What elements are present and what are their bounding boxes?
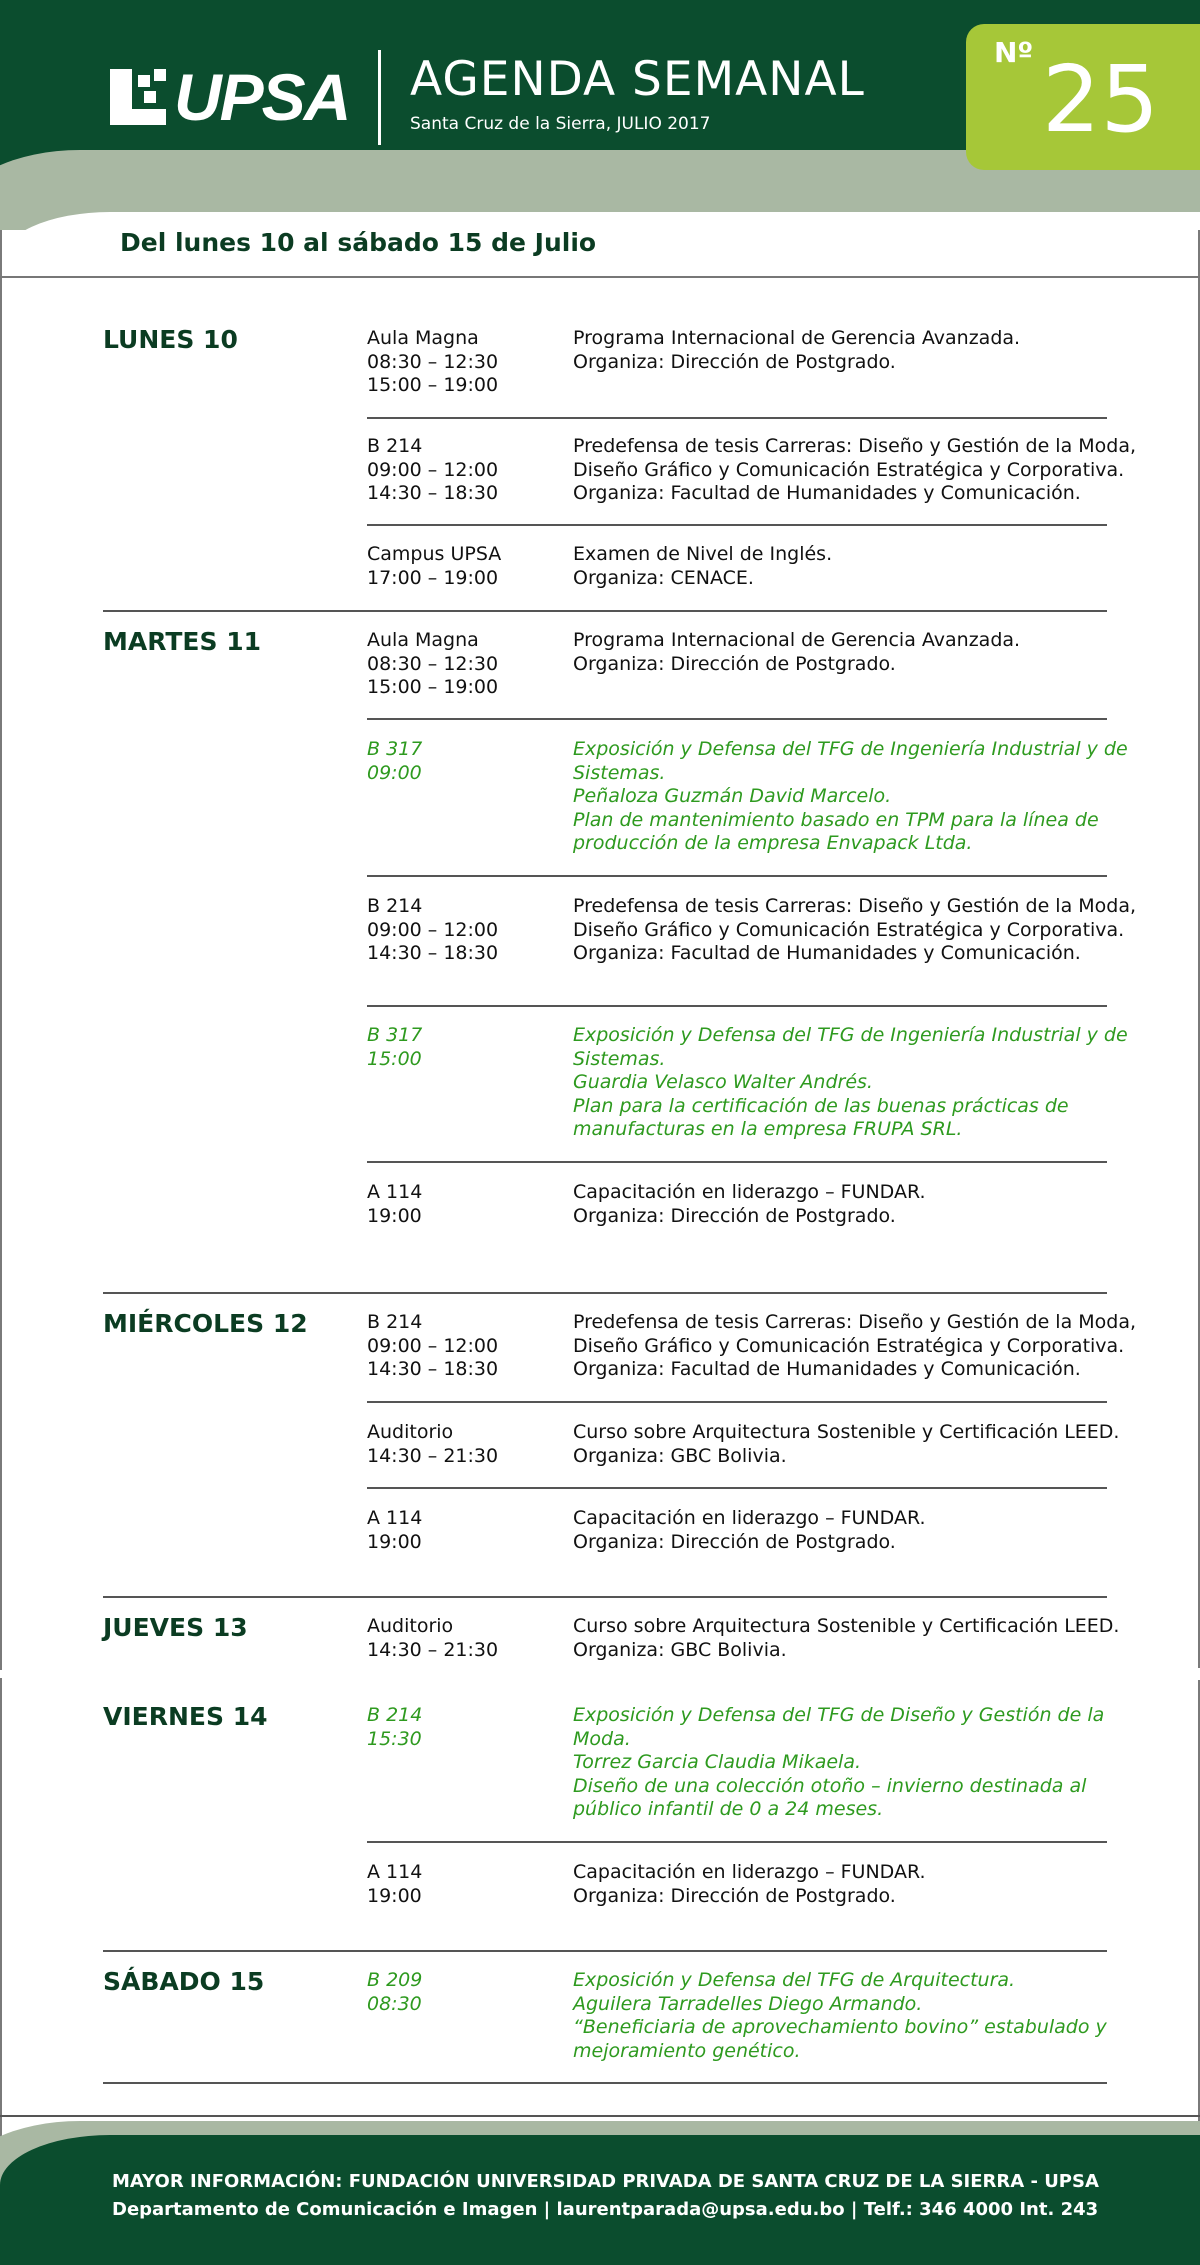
upsa-logo (110, 62, 349, 132)
date-range-divider (0, 276, 1200, 278)
day-title-friday: VIERNES 14 (103, 1702, 268, 1731)
page-title: AGENDA SEMANAL (410, 52, 865, 107)
page-subtitle: Santa Cruz de la Sierra, JULIO 2017 (410, 114, 711, 134)
day-title-tuesday: MARTES 11 (103, 627, 261, 656)
event-divider (367, 718, 1107, 720)
event-description: Programa Internacional de Gerencia Avanzada. Organiza: Dirección de Postgrado. (573, 327, 1021, 373)
event-description: Exposición y Defensa del TFG de Ingeniería Industrial y de Sistemas. Peñaloza Guzmán David Marcelo. Plan de mantenimiento basado en TPM para la línea de producción de la empresa Envapack Ltda. (573, 738, 1128, 854)
event-location-time: B 214 09:00 – 12:00 14:30 – 18:30 (367, 1311, 499, 1380)
issue-number-label: Nº (994, 36, 1034, 69)
day-divider (103, 1950, 1107, 1952)
event-location-time: Aula Magna 08:30 – 12:30 15:00 – 19:00 (367, 629, 499, 698)
event-location-time: Auditorio 14:30 – 21:30 (367, 1615, 499, 1661)
footer-contact-line: Departamento de Comunicación e Imagen | laurentparada@upsa.edu.bo | Telf.: 346 4000 Int. 243 (112, 2199, 1099, 2220)
issue-number: 25 (1042, 46, 1160, 153)
event-location-time: B 214 09:00 – 12:00 14:30 – 18:30 (367, 895, 499, 964)
event-description: Predefensa de tesis Carreras: Diseño y Gestión de la Moda, Diseño Gráfico y Comunicación Estratégica y Corporativa. Organiza: Facultad de Humanidades y Comunicación. (573, 1311, 1137, 1380)
event-description: Capacitación en liderazgo – FUNDAR. Organiza: Dirección de Postgrado. (573, 1861, 926, 1907)
event-description: Predefensa de tesis Carreras: Diseño y Gestión de la Moda, Diseño Gráfico y Comunicación Estratégica y Corporativa. Organiza: Facultad de Humanidades y Comunicación. (573, 435, 1137, 504)
event-location-time: Campus UPSA 17:00 – 19:00 (367, 543, 502, 589)
event-location-time: A 114 19:00 (367, 1181, 423, 1227)
event-divider (367, 1161, 1107, 1163)
day-title-monday: LUNES 10 (103, 325, 238, 354)
day-divider (103, 2082, 1107, 2084)
header-divider (378, 50, 381, 145)
event-divider (367, 524, 1107, 526)
event-location-time: B 209 08:30 (367, 1969, 423, 2015)
event-location-time: B 214 15:30 (367, 1704, 423, 1750)
event-description: Curso sobre Arquitectura Sostenible y Certificación LEED. Organiza: GBC Bolivia. (573, 1615, 1120, 1661)
event-description: Capacitación en liderazgo – FUNDAR. Organiza: Dirección de Postgrado. (573, 1507, 926, 1553)
event-divider (367, 1005, 1107, 1007)
event-location-time: B 317 09:00 (367, 738, 423, 784)
event-divider (367, 417, 1107, 419)
event-description: Capacitación en liderazgo – FUNDAR. Organiza: Dirección de Postgrado. (573, 1181, 926, 1227)
page-break-gap (0, 1670, 1200, 1678)
event-location-time: A 114 19:00 (367, 1507, 423, 1553)
event-location-time: Auditorio 14:30 – 21:30 (367, 1421, 499, 1467)
day-title-wednesday: MIÉRCOLES 12 (103, 1309, 308, 1338)
event-divider (367, 1401, 1107, 1403)
event-divider (367, 875, 1107, 877)
logo-mark-icon (110, 69, 166, 125)
footer (0, 2115, 1200, 2265)
issue-number-badge (966, 24, 1200, 170)
event-description: Exposición y Defensa del TFG de Ingeniería Industrial y de Sistemas. Guardia Velasco Walter Andrés. Plan para la certificación de las buenas prácticas de manufacturas en la empresa FRUPA SRL. (573, 1024, 1128, 1140)
day-divider (103, 610, 1107, 612)
event-location-time: Aula Magna 08:30 – 12:30 15:00 – 19:00 (367, 327, 499, 396)
event-location-time: B 214 09:00 – 12:00 14:30 – 18:30 (367, 435, 499, 504)
event-divider (367, 1841, 1107, 1843)
event-description: Exposición y Defensa del TFG de Arquitectura. Aguilera Tarradelles Diego Armando. “Beneficiaria de aprovechamiento bovino” estabulado y mejoramiento genético. (573, 1969, 1107, 2062)
event-description: Curso sobre Arquitectura Sostenible y Certificación LEED. Organiza: GBC Bolivia. (573, 1421, 1120, 1467)
event-divider (367, 1487, 1107, 1489)
footer-info-line: MAYOR INFORMACIÓN: FUNDACIÓN UNIVERSIDAD PRIVADA DE SANTA CRUZ DE LA SIERRA - UPSA (112, 2171, 1099, 2192)
event-location-time: A 114 19:00 (367, 1861, 423, 1907)
event-location-time: B 317 15:00 (367, 1024, 423, 1070)
event-description: Programa Internacional de Gerencia Avanzada. Organiza: Dirección de Postgrado. (573, 629, 1021, 675)
header (0, 0, 1200, 230)
event-description: Predefensa de tesis Carreras: Diseño y Gestión de la Moda, Diseño Gráfico y Comunicación Estratégica y Corporativa. Organiza: Facultad de Humanidades y Comunicación. (573, 895, 1137, 964)
event-description: Exposición y Defensa del TFG de Diseño y Gestión de la Moda. Torrez Garcia Claudia Mikaela. Diseño de una colección otoño – invierno destinada al público infantil de 0 a 24 meses. (573, 1704, 1105, 1820)
date-range: Del lunes 10 al sábado 15 de Julio (120, 228, 597, 257)
event-description: Examen de Nivel de Inglés. Organiza: CENACE. (573, 543, 833, 589)
day-title-thursday: JUEVES 13 (103, 1613, 248, 1642)
logo-text: UPSA (174, 60, 350, 134)
day-divider (103, 1596, 1107, 1598)
day-title-saturday: SÁBADO 15 (103, 1967, 265, 1996)
day-divider (103, 1292, 1107, 1294)
